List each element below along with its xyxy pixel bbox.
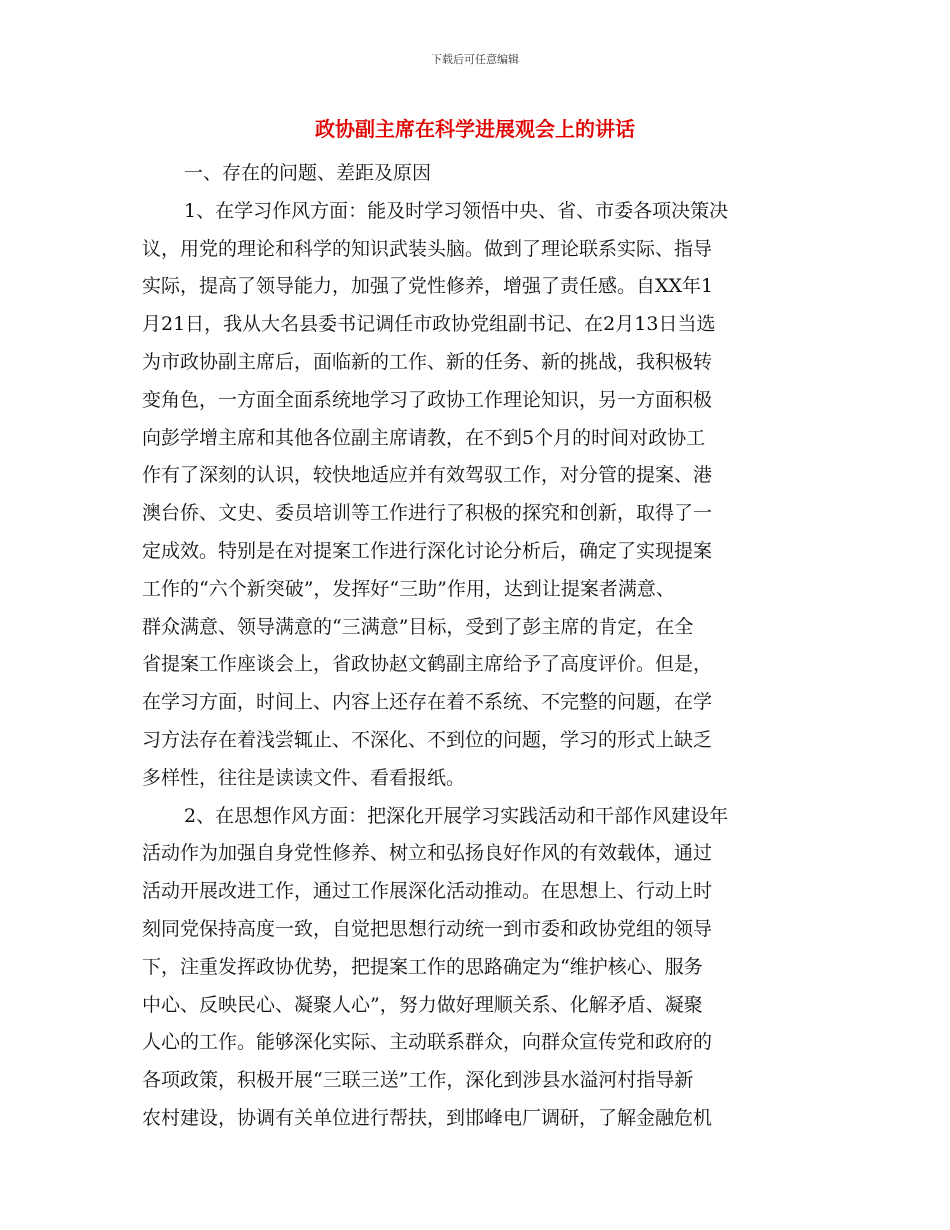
text-line: 工作的“六个新突破”，发挥好“三助”作用，达到让提案者满意、 (142, 577, 675, 600)
text-line: 刻同党保持高度一致，自觉把思想行动统一到市委和政协党组的领导 (142, 917, 713, 940)
text-line: 活动作为加强自身党性修养、树立和弘扬良好作风的有效载体，通过 (142, 842, 713, 865)
text-line: 2、在思想作风方面：把深化开展学习实践活动和干部作风建设年 (184, 804, 729, 827)
text-line: 澳台侨、文史、委员培训等工作进行了积极的探究和创新，取得了一 (142, 502, 713, 525)
text-line: 人心的工作。能够深化实际、主动联系群众，向群众宣传党和政府的 (142, 1031, 713, 1054)
text-line: 一、存在的问题、差距及原因 (184, 162, 432, 184)
text-line: 1、在学习作风方面：能及时学习领悟中央、省、市委各项决策决 (184, 199, 729, 222)
text-line: 农村建设，协调有关单位进行帮扶，到邯峰电厂调研，了解金融危机 (142, 1106, 713, 1129)
text-line: 活动开展改进工作，通过工作展深化活动推动。在思想上、行动上时 (142, 880, 713, 903)
text-line: 作有了深刻的认识，较快地适应并有效驾驭工作，对分管的提案、港 (142, 464, 713, 487)
text-line: 实际，提高了领导能力，加强了党性修养，增强了责任感。自XX年1 (142, 275, 714, 298)
text-line: 省提案工作座谈会上，省政协赵文鹤副主席给予了高度评价。但是， (142, 653, 713, 676)
text-line: 定成效。特别是在对提案工作进行深化讨论分析后，确定了实现提案 (142, 539, 713, 562)
text-line: 中心、反映民心、凝聚人心”，努力做好理顺关系、化解矛盾、凝聚 (142, 993, 703, 1016)
document-title: 政协副主席在科学进展观会上的讲话 (315, 117, 635, 141)
text-line: 月21日，我从大名县委书记调任市政协党组副书记、在2月13日当选 (142, 313, 716, 336)
text-line: 各项政策，积极开展“三联三送”工作，深化到涉县水溢河村指导新 (142, 1069, 694, 1092)
text-line: 变角色，一方面全面系统地学习了政协工作理论知识，另一方面积极 (142, 388, 713, 411)
text-line: 多样性，往往是读读文件、看看报纸。 (142, 766, 466, 789)
text-line: 为市政协副主席后，面临新的工作、新的任务、新的挑战，我积极转 (142, 350, 713, 373)
text-line: 在学习方面，时间上、内容上还存在着不系统、不完整的问题，在学 (142, 691, 713, 714)
page-header-note: 下载后可任意编辑 (431, 53, 519, 66)
document-body (142, 155, 806, 1138)
text-line: 议，用党的理论和科学的知识武装头脑。做到了理论联系实际、指导 (142, 237, 713, 260)
text-line: 向彭学增主席和其他各位副主席请教，在不到5个月的时间对政协工 (142, 426, 706, 449)
text-line: 群众满意、领导满意的“三满意”目标，受到了彭主席的肯定，在全 (142, 615, 694, 638)
text-line: 习方法存在着浅尝辄止、不深化、不到位的问题，学习的形式上缺乏 (142, 728, 713, 751)
text-line: 下，注重发挥政协优势，把提案工作的思路确定为“维护核心、服务 (142, 955, 703, 978)
